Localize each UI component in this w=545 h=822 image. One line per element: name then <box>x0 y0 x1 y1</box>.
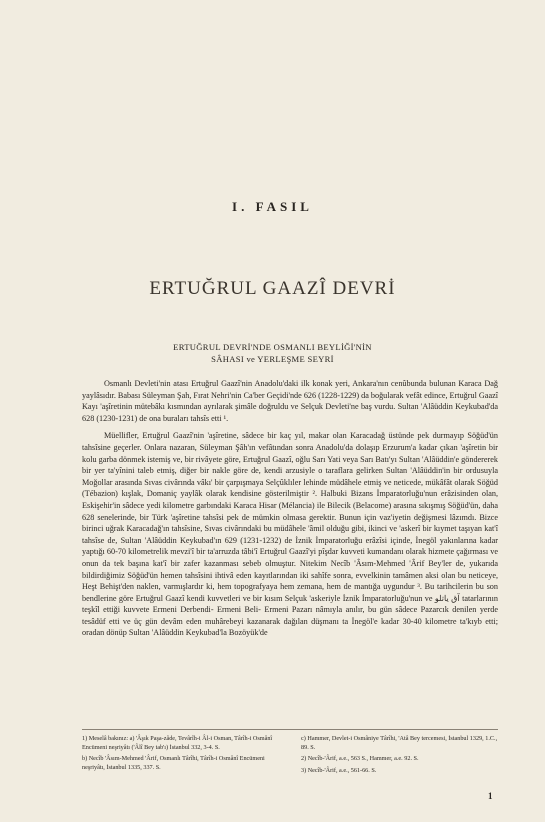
paragraph-2: Müellifler, Ertuğrul Gaazî'nin 'aşîretine, sâdece bir kaç yıl, makar olan Karacadağ üstünde pek durmayıp Söğüd'ün tahsîsine geçerler. Onlara nazaran, Süleyman Şâh'ın vefâtından sonra Anadolu'da dolaşıp Erzurum'a kadar çıkan 'aşîretin bir kolu garba dönmek istemiş ve, bir rivâyete göre, Ertuğrul Gaazî, oğlu Sarı Yati veya Sarı Batı'yı Sultan 'Alâüddin'e göndererek bir yer ta'yînini taleb etmiş, diğer bir nakle göre de, kendi arzusiyle o taraflara gelirken Sultan 'Alâüddin'in bir ordusuyla Moğollar arasında Sıvas civârında vâkı' bir çarpışmaya Selçûklıler lehinde müdâhele etmiş ve neticede, mükâfât olarak Söğüd (Tébazion) kışlak, Domaniç yaylâk olarak kendisine gösterilmiştir ². Halbuki Bizans İmparatorluğu'nun erâzisinden olan, Eskişehir'in sâdece yedi kilometre garbındaki Karaca Hisar (Mélancia) ile Bilecik (Belacome) arasına sıkışmış Söğüd'ün, daha 628 senelerinde, bir Türk 'aşîretine tahsîsi pek de mümkin olmasa gerektir. Bunun için vaz'iyetin değişmesi lâzımdı. Bizce birinci uğrak Karacadağ'ın tahsîsine, Sıvas civârındaki bu müdâhele 'âmil olduğu gibi, ikinci ve 'askerî bir kıymet taşıyan kat'î tahsîse de, Sultan 'Alâüddin Keykubad'ın 629 (1231-1232) de İznik İmparatorluğu erâzîsi içinde, İnegöl yakınlarına kadar yaptığı 60-70 kilometrelik mevzi'î bir ta'arruzda tâbi'î Ertuğrul Gaazî'yi pîşdar kuvveti kumandanı olarak hizmete çağırması ve onun da tek başına kat'î bir zafer kazanması sebeb olmuştur. Nitekim Necîb 'Âsım-Mehmed 'Ârif Bey'ler de, yukarıda bildirdiğimiz Söğüd'ün hemen tahsîsini ihtivâ eden kayıtlarından iki sahîfe sonra, evvelkinin tamâmen aksi olan bu neticeye, Heşt Behişt'den naklen, varmışlardır ki, hem topografyaya hem zemana, hem de mantığa uygundur ³. Bu tarihcilerin bu son bendlerine göre Ertuğrul Gaazî kendi kuvvetleri ve bir kısım Selçuk 'askeriyle İznik İmparatorluğu'nun ve آق ياتلو tatarlarının teşkîl ettiği kuvvete Ermeni Derbendi- Ermeni Beli- Ermeni Pazarı nâmıyla anılır, bu gün sâdece Pazarcık denilen yerde tesâdüf etti ve üç gün devâm eden muhârebeyi kazanarak dağılan düşmanı ta İnegöl'e kadar 30-40 kilometre ta'kıyb etti; oradan dönüp Sultan 'Alâüddin Keykubad'la Bozöyük'de <box>82 431 499 638</box>
page-title: ERTUĞRUL GAAZÎ DEVRİ <box>149 278 396 299</box>
paragraph-1: Osmanlı Devleti'nin atası Ertuğrul Gaazî'nin Anadolu'daki ilk konak yeri, Ankara'nın cenûbunda bulunan Karaca Dağ yaylâsıdır. Babası Süleyman Şah, Fırat Nehri'nin Ca'ber Geçidi'nde 626 (1228-1229) da boğularak vefât edince, Ertuğrul Gaazî Kayı 'aşîretinin mütebâkı kısmından ayrılarak şimâle doğruldu ve Selçuk Devleti'ne baş vurdu. Sultan 'Alâüddin Keykubad'da 628 (1230-1231) de ona buraları tahsîs etti ¹. <box>82 379 498 423</box>
footnote-divider <box>82 729 498 730</box>
footnotes-left-column <box>82 735 283 778</box>
section-subtitle <box>0 341 545 365</box>
subtitle-line-2: SÂHASI ve YERLEŞME SEYRİ <box>211 354 334 364</box>
subtitle-line-1: ERTUĞRUL DEVRİ'NDE OSMANLI BEYLİĞİ'NİN <box>173 342 372 352</box>
footnote: b) Necîb 'Âsım-Mehmed 'Ârif, Osmanlı Târîhi, Târîh-i Osmânî Encümeni neşriyâtı, İstanbul 1335, 337. S. <box>82 755 265 771</box>
footnote: c) Hammer, Devlet-i Osmâniye Târîhi, 'Atâ Bey tercemesi, İstanbul 1329, 1.C., 89. S. <box>301 735 498 751</box>
footnote: 1) Meselâ bakınız: a) 'Âşık Paşa-zâde, Tevârîh-i Âl-i Osman, Târîh-i Osmânî Encümeni neşriyâtı ('Âlî Bey tab'ı) İstanbul 332, 3-4. S. <box>82 735 273 751</box>
chapter-heading: I. FASIL <box>232 199 313 214</box>
body-text <box>82 378 498 645</box>
footnote: 3) Necîb-'Ârif, a.e., 561-66. S. <box>301 766 377 774</box>
page-number: 1 <box>488 791 493 801</box>
footnotes-right-column <box>301 735 502 778</box>
footnote: 2) Necîb-'Ârif, a.e., 563 S., Hammer, a.e. 92. S. <box>301 755 419 763</box>
footnotes <box>82 735 502 778</box>
